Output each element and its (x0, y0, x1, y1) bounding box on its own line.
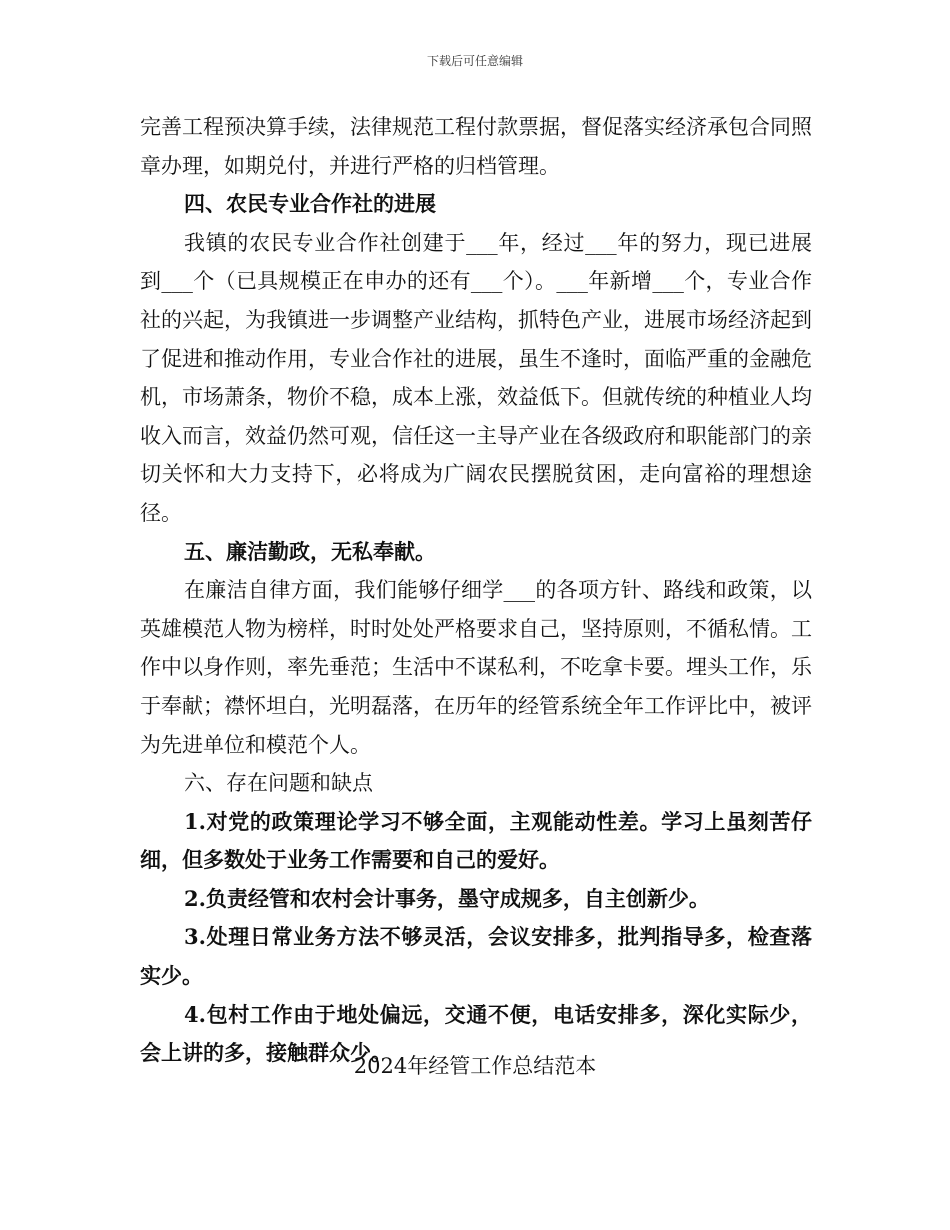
closing-title: 2024年经管工作总结范本 (353, 1054, 597, 1078)
problem-item-3: 3.处理日常业务方法不够灵活，会议安排多，批判指导多，检查落实少。 (140, 924, 812, 989)
section-heading-5: 五、廉洁勤政，无私奉献。 (184, 538, 436, 564)
paragraph-integrity: 在廉洁自律方面，我们能够仔细学___的各项方针、路线和政策，以英雄模范人物为榜样，时时处处严格要求自己，坚持原则，不循私情。工作中以身作则，率先垂范；生活中不谋私利，不吃拿卡要。埋头工作，乐于奉献；襟怀坦白，光明磊落，在历年的经管系统全年工作评比中，被评为先进单位和模范个人。 (140, 578, 812, 757)
document-body (140, 108, 812, 1073)
problem-item-4: 4.包村工作由于地处偏远，交通不便，电话安排多，深化实际少，会上讲的多，接触群众少。 (140, 1001, 812, 1066)
paragraph-continuation: 完善工程预决算手续，法律规范工程付款票据，督促落实经济承包合同照章办理，如期兑付，并进行严格的归档管理。 (140, 115, 812, 178)
page-header: 下载后可任意编辑 (426, 54, 523, 68)
paragraph-cooperatives: 我镇的农民专业合作社创建于___年，经过___年的努力，现已进展到___个（已具规模正在申办的还有___个）。___年新增___个，专业合作社的兴起，为我镇进一步调整产业结构，抓特色产业，进展市场经济起到了促进和推动作用，专业合作社的进展，虽生不逢时，面临严重的金融危机，市场萧条，物价不稳，成本上涨，效益低下。但就传统的种植业人均收入而言，效益仍然可观，信任这一主导产业在各级政府和职能部门的亲切关怀和大力支持下，必将成为广阔农民摆脱贫困，走向富裕的理想途径。 (140, 230, 812, 525)
section-heading-4: 四、农民专业合作社的进展 (184, 191, 436, 217)
problem-item-2: 2.负责经管和农村会计事务，墨守成规多，自主创新少。 (184, 885, 710, 911)
problem-item-1: 1.对党的政策理论学习不够全面，主观能动性差。学习上虽刻苦仔细，但多数处于业务工作需要和自己的爱好。 (140, 808, 812, 873)
section-heading-6: 六、存在问题和缺点 (184, 771, 373, 796)
